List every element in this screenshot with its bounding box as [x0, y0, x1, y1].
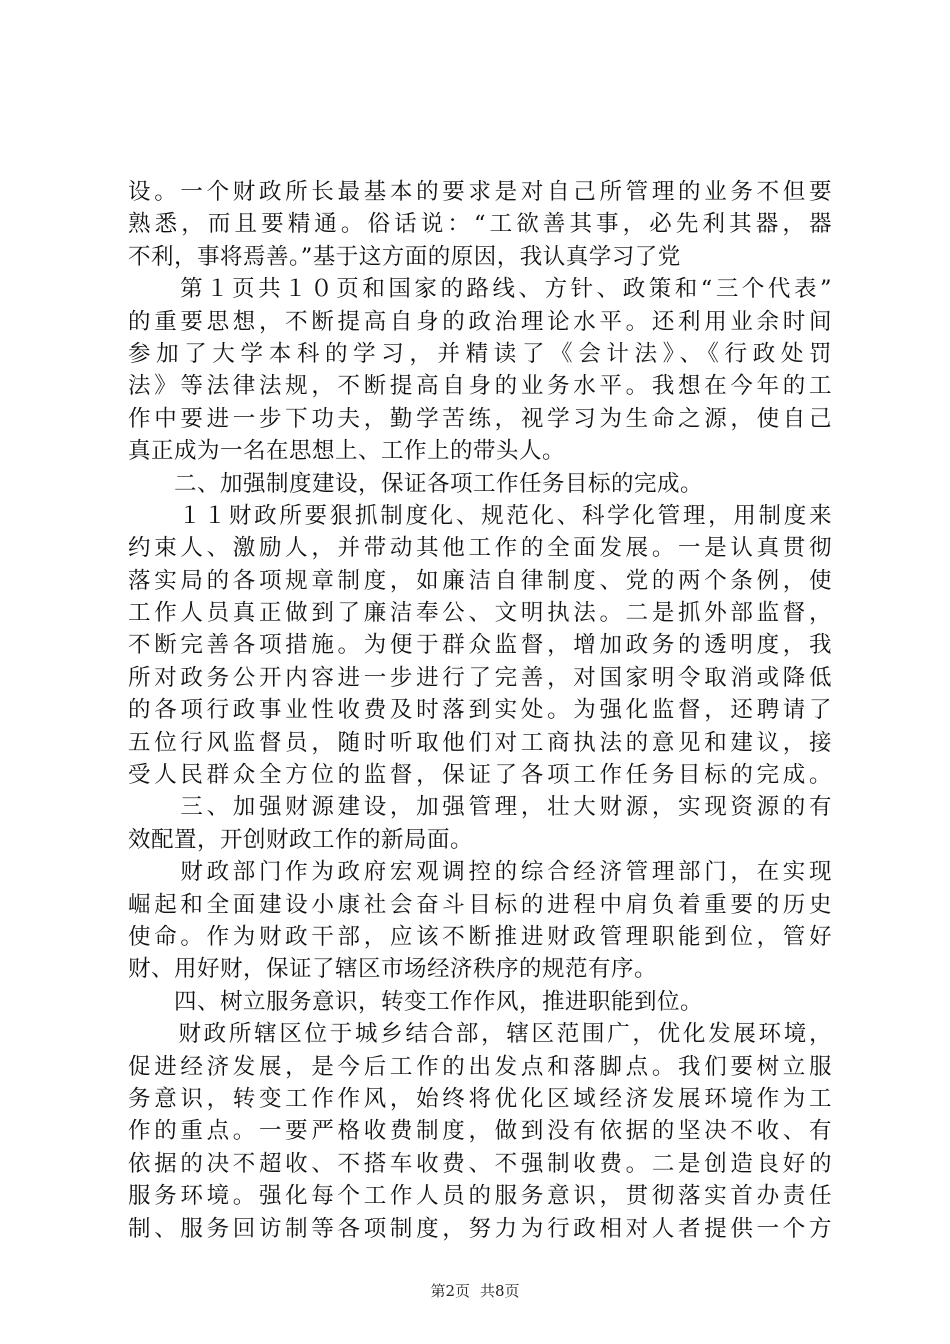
text-line: 四、树立服务意识，转变工作作风，推进职能到位。: [128, 988, 704, 1015]
text-line: 依据的决不超收、不搭车收费、不强制收费。二是创造良好的: [128, 1150, 832, 1177]
text-line: 财政所辖区位于城乡结合部，辖区范围广，优化发展环境，: [128, 1021, 832, 1048]
text-line: 第１页共１０页和国家的路线、方针、政策和“三个代表”: [128, 276, 832, 303]
page-number: 第2页: [430, 1282, 470, 1300]
text-line: 设。一个财政所长最基本的要求是对自己所管理的业务不但要: [128, 179, 832, 205]
page-total: 共8页: [480, 1282, 520, 1300]
text-line: 真正成为一名在思想上、工作上的带头人。: [128, 438, 566, 465]
text-line: １１财政所要狠抓制度化、规范化、科学化管理，用制度来: [128, 502, 832, 529]
text-line: 务意识，转变工作作风，始终将优化区域经济发展环境作为工: [128, 1085, 832, 1112]
text-line: 工作人员真正做到了廉洁奉公、文明执法。二是抓外部监督，: [128, 600, 832, 627]
text-line: 作中要进一步下功夫，勤学苦练，视学习为生命之源，使自己: [128, 405, 832, 432]
text-line: 落实局的各项规章制度，如廉洁自律制度、党的两个条例，使: [128, 567, 832, 594]
text-line: 所对政务公开内容进一步进行了完善，对国家明令取消或降低: [128, 664, 832, 691]
text-line: 受人民群众全方位的监督，保证了各项工作任务目标的完成。: [128, 762, 832, 789]
text-line: 五位行风监督员，随时听取他们对工商执法的意见和建议，接: [128, 729, 832, 756]
text-line: 参加了大学本科的学习，并精读了《会计法》、《行政处罚: [128, 340, 832, 367]
text-line: 制、服务回访制等各项制度，努力为行政相对人者提供一个方: [128, 1215, 832, 1242]
text-line: 促进经济发展，是今后工作的出发点和落脚点。我们要树立服: [128, 1053, 832, 1080]
text-line: 使命。作为财政干部，应该不断推进财政管理职能到位，管好: [128, 923, 832, 950]
text-line: 约束人、激励人，并带动其他工作的全面发展。一是认真贯彻: [128, 535, 832, 562]
text-line: 不利，事将焉善。”基于这方面的原因，我认真学习了党: [128, 243, 681, 270]
text-line: 效配置，开创财政工作的新局面。: [128, 826, 474, 853]
text-line: 二、加强制度建设，保证各项工作任务目标的完成。: [128, 470, 704, 497]
text-line: 财、用好财，保证了辖区市场经济秩序的规范有序。: [128, 956, 658, 983]
document-body: [128, 176, 832, 1245]
text-line: 不断完善各项措施。为便于群众监督，增加政务的透明度，我: [128, 632, 832, 659]
text-line: 的各项行政事业性收费及时落到实处。为强化监督，还聘请了: [128, 697, 832, 724]
text-line: 崛起和全面建设小康社会奋斗目标的进程中肩负着重要的历史: [128, 891, 832, 918]
text-line: 作的重点。一要严格收费制度，做到没有依据的坚决不收、有: [128, 1118, 832, 1145]
text-line: 的重要思想，不断提高自身的政治理论水平。还利用业余时间: [128, 308, 832, 335]
text-line: 熟悉，而且要精通。俗话说：“工欲善其事，必先利其器，器: [128, 211, 832, 238]
text-line: 财政部门作为政府宏观调控的综合经济管理部门，在实现: [128, 859, 832, 886]
text-line: 三、加强财源建设，加强管理，壮大财源，实现资源的有: [128, 794, 832, 821]
text-line: 法》等法律法规，不断提高自身的业务水平。我想在今年的工: [128, 373, 832, 400]
text-line: 服务环境。强化每个工作人员的服务意识，贯彻落实首办责任: [128, 1183, 832, 1210]
page-footer: [0, 1280, 950, 1301]
